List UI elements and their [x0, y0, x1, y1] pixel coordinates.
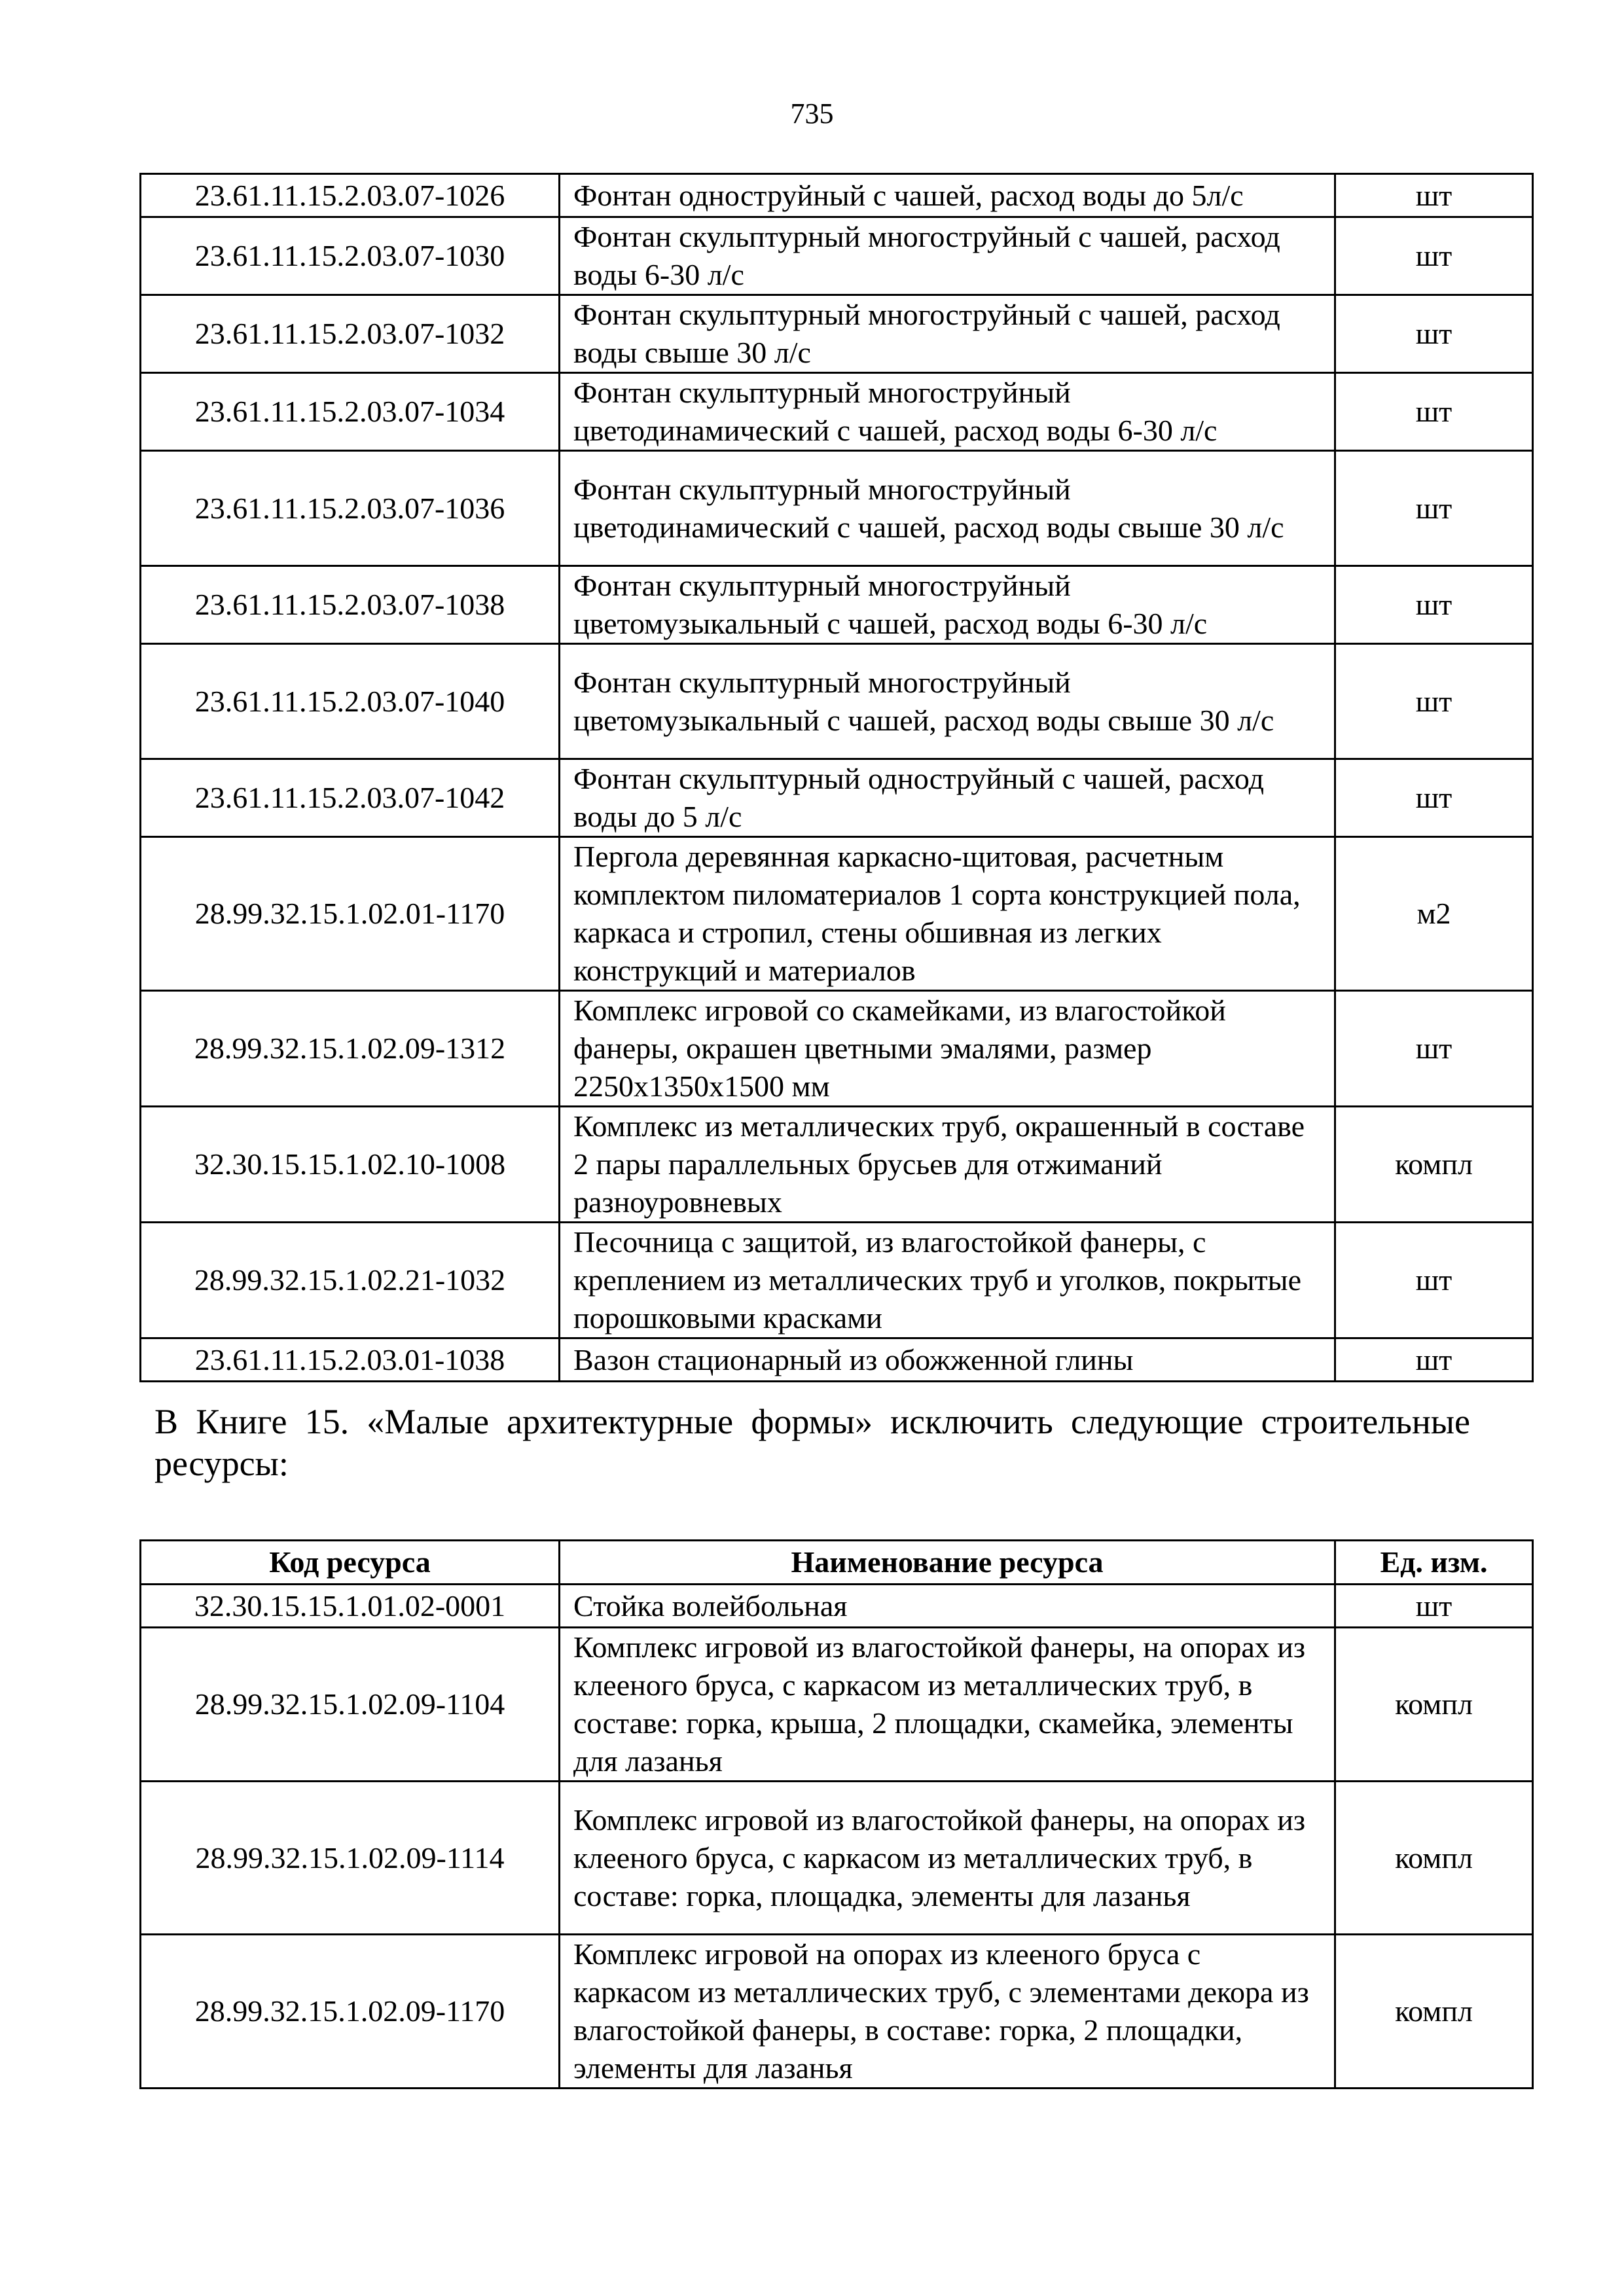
- resource-unit: шт: [1335, 451, 1533, 566]
- resource-name: Пергола деревянная каркасно-щитовая, расчетным комплектом пиломатериалов 1 сорта конструкцией пола, каркаса и стропил, стены обшивная из легких конструкций и материалов: [560, 837, 1335, 991]
- resources-table-1: [139, 173, 1534, 1382]
- resource-code: 23.61.11.15.2.03.07-1036: [141, 451, 560, 566]
- resource-unit: компл: [1335, 1935, 1533, 2089]
- resource-unit: шт: [1335, 217, 1533, 295]
- resources-table-2: [139, 1539, 1534, 2089]
- resource-name: Стойка волейбольная: [560, 1585, 1335, 1628]
- table-row: [141, 991, 1533, 1107]
- table-row: [141, 1585, 1533, 1628]
- resource-name: Комплекс игровой на опорах из клееного бруса с каркасом из металлических труб, с элементами декора из влагостойкой фанеры, в составе: горка, 2 площадки, элементы для лазанья: [560, 1935, 1335, 2089]
- resource-name: Фонтан скульптурный многоструйный цветомузыкальный с чашей, расход воды свыше 30 л/с: [560, 644, 1335, 759]
- resource-unit: шт: [1335, 1585, 1533, 1628]
- resource-code: 28.99.32.15.1.02.09-1104: [141, 1628, 560, 1782]
- table-row: [141, 759, 1533, 837]
- resource-name: Комплекс игровой из влагостойкой фанеры, на опорах из клееного бруса, с каркасом из металлических труб, в составе: горка, крыша, 2 площадки, скамейка, элементы для лазанья: [560, 1628, 1335, 1782]
- resource-code: 23.61.11.15.2.03.07-1026: [141, 174, 560, 217]
- resource-name: Песочница с защитой, из влагостойкой фанеры, с креплением из металлических труб и уголков, покрытые порошковыми красками: [560, 1223, 1335, 1338]
- resource-name: Фонтан скульптурный многоструйный цветодинамический с чашей, расход воды 6-30 л/с: [560, 373, 1335, 451]
- resource-unit: шт: [1335, 295, 1533, 373]
- table-row: [141, 1782, 1533, 1935]
- exclusion-paragraph: В Книге 15. «Малые архитектурные формы» исключить следующие строительные ресурсы:: [154, 1402, 1470, 1483]
- table-row: [141, 837, 1533, 991]
- resource-name: Комплекс из металлических труб, окрашенный в составе 2 пары параллельных брусьев для отжиманий разноуровневых: [560, 1107, 1335, 1223]
- resource-unit: шт: [1335, 174, 1533, 217]
- table-row: [141, 174, 1533, 217]
- resource-name: Фонтан одноструйный с чашей, расход воды до 5л/с: [560, 174, 1335, 217]
- resource-code: 23.61.11.15.2.03.07-1042: [141, 759, 560, 837]
- table-row: [141, 566, 1533, 644]
- table-row: [141, 1628, 1533, 1782]
- table-row: [141, 1223, 1533, 1338]
- column-header-name: Наименование ресурса: [560, 1541, 1335, 1585]
- resource-code: 28.99.32.15.1.02.09-1312: [141, 991, 560, 1107]
- resource-code: 23.61.11.15.2.03.07-1030: [141, 217, 560, 295]
- resource-name: Фонтан скульптурный одноструйный с чашей, расход воды до 5 л/с: [560, 759, 1335, 837]
- resource-unit: шт: [1335, 991, 1533, 1107]
- column-header-unit: Ед. изм.: [1335, 1541, 1533, 1585]
- table-row: [141, 217, 1533, 295]
- resource-code: 28.99.32.15.1.02.09-1114: [141, 1782, 560, 1935]
- table-row: [141, 644, 1533, 759]
- resource-unit: шт: [1335, 566, 1533, 644]
- page-number: 735: [790, 98, 834, 130]
- resource-code: 28.99.32.15.1.02.21-1032: [141, 1223, 560, 1338]
- resource-name: Комплекс игровой из влагостойкой фанеры, на опорах из клееного бруса, с каркасом из металлических труб, в составе: горка, площадка, элементы для лазанья: [560, 1782, 1335, 1935]
- resource-name: Фонтан скульптурный многоструйный с чашей, расход воды свыше 30 л/с: [560, 295, 1335, 373]
- table-row: [141, 373, 1533, 451]
- resource-code: 28.99.32.15.1.02.09-1170: [141, 1935, 560, 2089]
- resource-unit: шт: [1335, 373, 1533, 451]
- resource-code: 23.61.11.15.2.03.07-1034: [141, 373, 560, 451]
- resource-code: 23.61.11.15.2.03.07-1040: [141, 644, 560, 759]
- resource-name: Вазон стационарный из обожженной глины: [560, 1338, 1335, 1382]
- resource-unit: компл: [1335, 1782, 1533, 1935]
- resource-code: 28.99.32.15.1.02.01-1170: [141, 837, 560, 991]
- resource-unit: м2: [1335, 837, 1533, 991]
- column-header-code: Код ресурса: [141, 1541, 560, 1585]
- resource-unit: шт: [1335, 759, 1533, 837]
- resource-unit: компл: [1335, 1107, 1533, 1223]
- resource-unit: шт: [1335, 1338, 1533, 1382]
- table-row: [141, 1338, 1533, 1382]
- resource-unit: шт: [1335, 644, 1533, 759]
- resource-code: 32.30.15.15.1.02.10-1008: [141, 1107, 560, 1223]
- resource-code: 23.61.11.15.2.03.01-1038: [141, 1338, 560, 1382]
- table-row: [141, 451, 1533, 566]
- resource-unit: компл: [1335, 1628, 1533, 1782]
- table-row: [141, 295, 1533, 373]
- resource-name: Фонтан скульптурный многоструйный цветомузыкальный с чашей, расход воды 6-30 л/с: [560, 566, 1335, 644]
- resource-name: Фонтан скульптурный многоструйный цветодинамический с чашей, расход воды свыше 30 л/с: [560, 451, 1335, 566]
- resource-name: Фонтан скульптурный многоструйный с чашей, расход воды 6-30 л/с: [560, 217, 1335, 295]
- table-row: [141, 1107, 1533, 1223]
- resource-code: 23.61.11.15.2.03.07-1032: [141, 295, 560, 373]
- resource-unit: шт: [1335, 1223, 1533, 1338]
- resource-name: Комплекс игровой со скамейками, из влагостойкой фанеры, окрашен цветными эмалями, размер 2250х1350х1500 мм: [560, 991, 1335, 1107]
- resource-code: 23.61.11.15.2.03.07-1038: [141, 566, 560, 644]
- resource-code: 32.30.15.15.1.01.02-0001: [141, 1585, 560, 1628]
- table-header-row: [141, 1541, 1533, 1585]
- table-row: [141, 1935, 1533, 2089]
